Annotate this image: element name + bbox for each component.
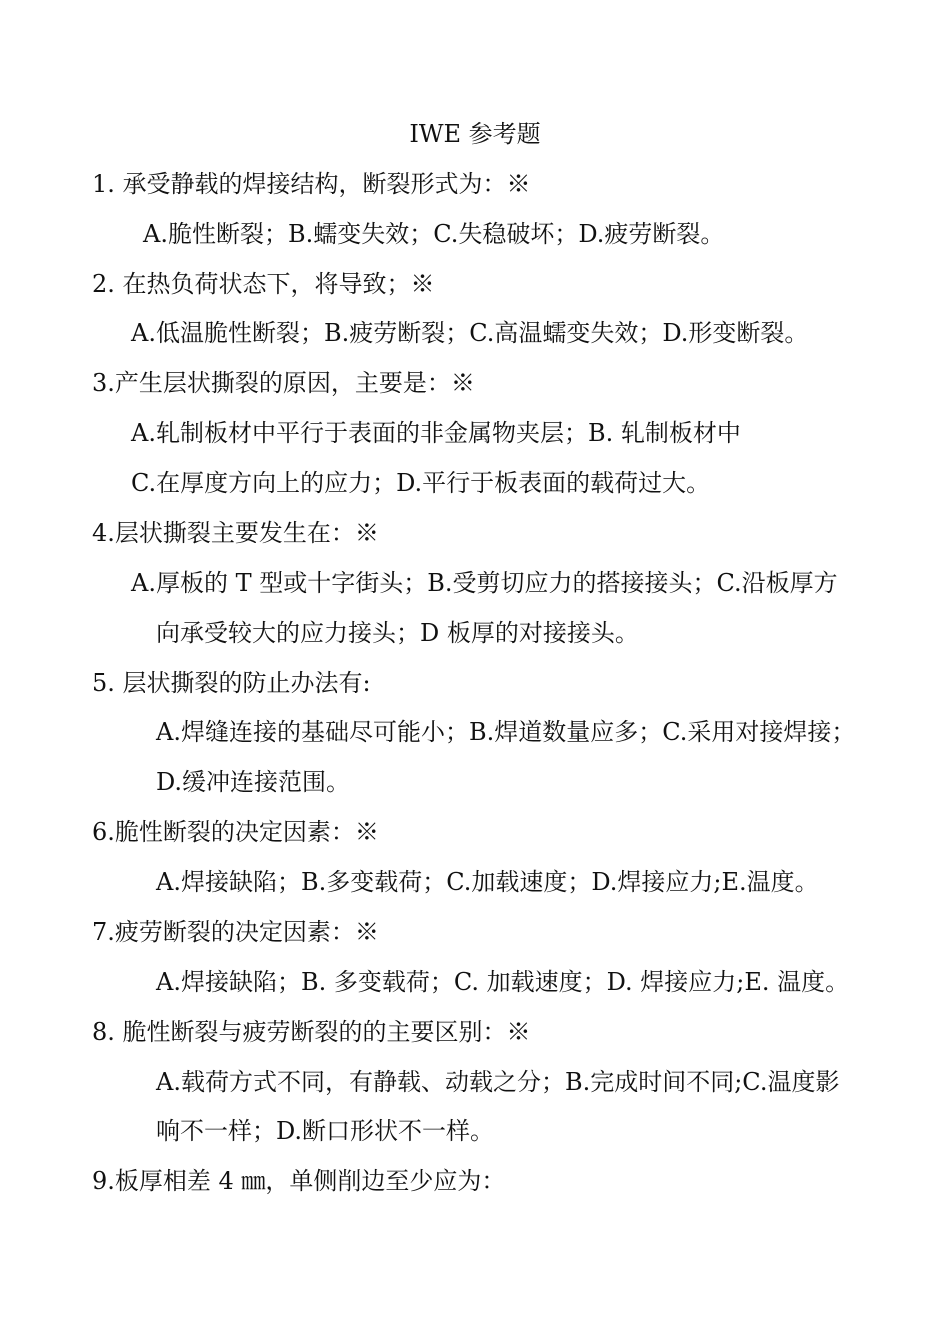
question-6: 6.脆性断裂的决定因素：※ — [92, 818, 379, 846]
question-1: 1. 承受静载的焊接结构，断裂形式为：※ — [92, 170, 531, 198]
question-1-options: A.脆性断裂；B.蠕变失效；C.失稳破坏；D.疲劳断裂。 — [143, 220, 725, 248]
question-9: 9.板厚相差 4 ㎜，单侧削边至少应为： — [92, 1167, 506, 1195]
page-title: IWE 参考题 — [409, 120, 541, 148]
question-8-options-line-1: A.载荷方式不同，有静载、动载之分；B.完成时间不同;C.温度影 — [156, 1068, 840, 1096]
question-8: 8. 脆性断裂与疲劳断裂的的主要区别：※ — [92, 1018, 531, 1046]
question-3-options-line-2: C.在厚度方向上的应力；D.平行于板表面的载荷过大。 — [131, 469, 711, 497]
question-5-options-line-1: A.焊缝连接的基础尽可能小；B.焊道数量应多；C.采用对接焊接； — [156, 718, 856, 746]
question-3: 3.产生层状撕裂的原因，主要是：※ — [92, 369, 475, 397]
question-7: 7.疲劳断裂的决定因素：※ — [92, 918, 379, 946]
question-6-options: A.焊接缺陷；B.多变载荷；C.加载速度；D.焊接应力;E.温度。 — [156, 868, 819, 896]
question-4: 4.层状撕裂主要发生在：※ — [92, 519, 379, 547]
question-2-options: A.低温脆性断裂；B.疲劳断裂；C.高温蠕变失效；D.形变断裂。 — [131, 319, 809, 347]
question-5: 5. 层状撕裂的防止办法有: — [92, 669, 371, 697]
question-4-options-line-1: A.厚板的 T 型或十字街头；B.受剪切应力的搭接接头；C.沿板厚方 — [131, 569, 838, 597]
question-3-options-line-1: A.轧制板材中平行于表面的非金属物夹层；B. 轧制板材中 — [131, 419, 741, 447]
question-2: 2. 在热负荷状态下，将导致；※ — [92, 270, 435, 298]
question-8-options-line-2: 响不一样；D.断口形状不一样。 — [156, 1117, 495, 1145]
question-7-options: A.焊接缺陷；B. 多变载荷；C. 加载速度；D. 焊接应力;E. 温度。 — [156, 968, 850, 996]
question-4-options-line-2: 向承受较大的应力接头；D 板厚的对接接头。 — [156, 619, 639, 647]
question-5-options-line-2: D.缓冲连接范围。 — [156, 768, 351, 796]
